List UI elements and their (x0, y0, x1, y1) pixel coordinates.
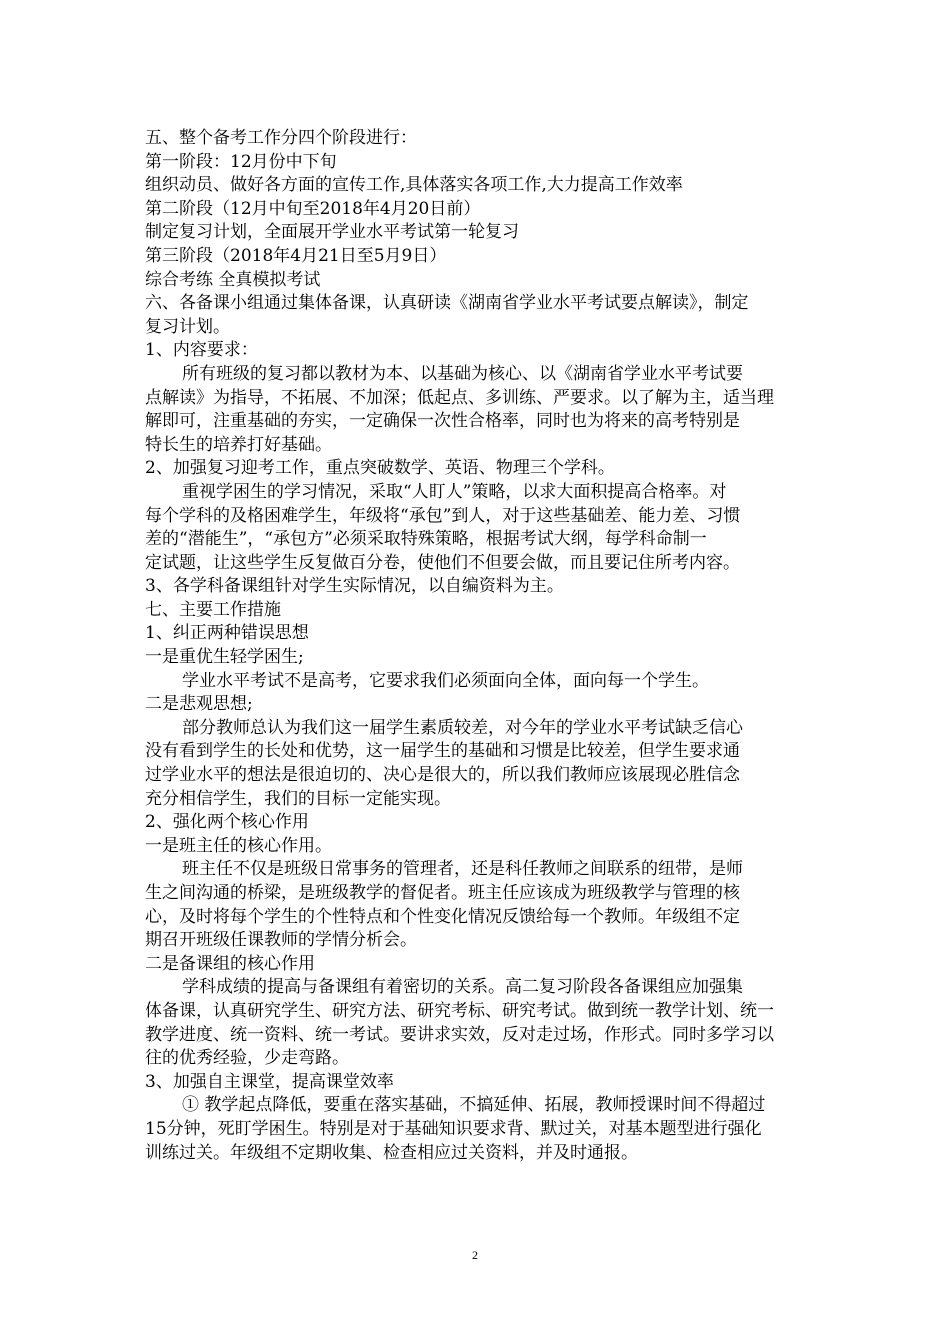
text-line: 复习计划。 (145, 316, 230, 337)
text-line: 差的“潜能生”，“承包方”必须采取特殊策略，根据考试大纲，每学科命制一 (145, 529, 707, 550)
text-line: 定试题，让这些学生反复做百分卷，使他们不但要会做，而且要记住所考内容。 (145, 552, 740, 573)
text-line: 七、主要工作措施 (145, 599, 281, 620)
text-line: 期召开班级任课教师的学情分析会。 (145, 930, 417, 951)
text-line: 学科成绩的提高与备课组有着密切的关系。高二复习阶段各备课组应加强集 (182, 977, 743, 998)
text-line: 学业水平考试不是高考，它要求我们必须面向全体，面向每一个学生。 (182, 670, 709, 691)
text-line: 往的优秀经验，少走弯路。 (145, 1048, 349, 1069)
text-line: 一是班主任的核心作用。 (145, 835, 332, 856)
text-line: 二是备课组的核心作用 (145, 953, 315, 974)
text-line: 解即可，注重基础的夯实，一定确保一次性合格率，同时也为将来的高考特别是 (145, 411, 740, 432)
text-line: 组织动员、做好各方面的宣传工作,具体落实各项工作,大力提高工作效率 (145, 175, 683, 196)
text-line: 点解读》为指导，不拓展、不加深；低起点、多训练、严要求。以了解为主，适当理 (145, 387, 774, 408)
text-line: 3、各学科备课组针对学生实际情况，以自编资料为主。 (145, 576, 564, 597)
text-line: 一是重优生轻学困生; (145, 647, 304, 668)
text-line: 部分教师总认为我们这一届学生素质较差，对今年的学业水平考试缺乏信心 (182, 717, 743, 738)
text-line: 过学业水平的想法是很迫切的、决心是很大的，所以我们教师应该展现必胜信念 (145, 765, 740, 786)
page-number: 2 (472, 1248, 478, 1262)
text-line: 五、整个备考工作分四个阶段进行： (145, 128, 417, 148)
text-line: 第二阶段（12月中旬至2018年4月20日前） (145, 198, 481, 219)
text-line: 生之间沟通的桥梁，是班级教学的督促者。班主任应该成为班级教学与管理的核 (145, 883, 740, 903)
text-line: 制定复习计划，全面展开学业水平考试第一轮复习 (145, 222, 519, 243)
text-line: 二是悲观思想; (145, 694, 253, 715)
text-line: 15分钟，死盯学困生。特别是对于基础知识要求背、默过关，对基本题型进行强化 (145, 1118, 762, 1139)
text-line: ① 教学起点降低，要重在落实基础，不搞延伸、拓展，教师授课时间不得超过 (182, 1095, 766, 1116)
text-line: 每个学科的及格困难学生，年级将“承包”到人，对于这些基础差、能力差、习惯 (145, 505, 741, 526)
document-body (145, 127, 810, 1165)
text-line: 六、各备课小组通过集体备课，认真研读《湖南省学业水平考试要点解读》，制定 (145, 293, 749, 314)
text-line: 充分相信学生，我们的目标一定能实现。 (145, 788, 451, 809)
text-line: 体备课，认真研究学生、研究方法、研究考标、研究考试。做到统一教学计划、统一 (145, 1000, 774, 1021)
text-line: 第三阶段（2018年4月21日至5月9日） (145, 245, 447, 266)
text-line: 所有班级的复习都以教材为本、以基础为核心、以《湖南省学业水平考试要 (182, 363, 743, 384)
text-line: 班主任不仅是班级日常事务的管理者，还是科任教师之间联系的纽带，是师 (182, 859, 743, 880)
text-line: 心，及时将每个学生的个性特点和个性变化情况反馈给每一个教师。年级组不定 (145, 906, 740, 927)
text-line: 第一阶段：12月份中下旬 (145, 151, 337, 172)
text-line: 教学进度、统一资料、统一考试。要讲求实效，反对走过场，作形式。同时多学习以 (145, 1024, 774, 1045)
text-line: 1、纠正两种错误思想 (145, 623, 309, 644)
text-line: 2、强化两个核心作用 (145, 812, 309, 833)
text-line: 训练过关。年级组不定期收集、检查相应过关资料，并及时通报。 (145, 1142, 638, 1163)
text-line: 特长生的培养打好基础。 (145, 434, 332, 455)
text-line: 没有看到学生的长处和优势，这一届学生的基础和习惯是比较差，但学生要求通 (145, 741, 740, 762)
text-line: 2、加强复习迎考工作，重点突破数学、英语、物理三个学科。 (145, 458, 615, 479)
text-line: 重视学困生的学习情况，采取“人盯人”策略，以求大面积提高合格率。对 (182, 481, 727, 502)
text-line: 3、加强自主课堂，提高课堂效率 (145, 1071, 394, 1092)
text-line: 综合考练 全真模拟考试 (145, 269, 321, 290)
text-line: 1、内容要求： (145, 340, 258, 361)
